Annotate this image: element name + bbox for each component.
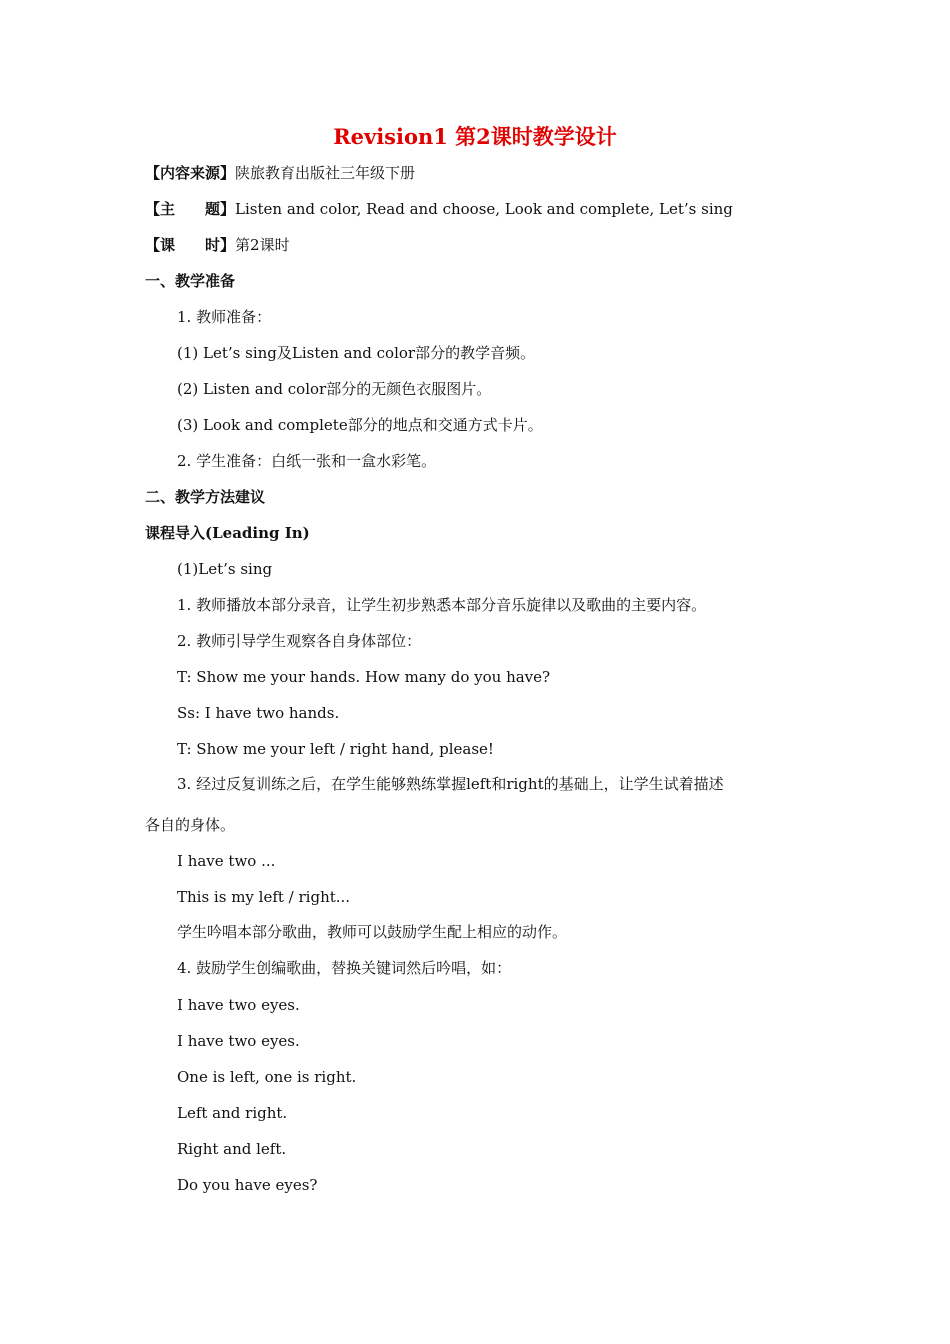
paragraph-line: I have two eyes.: [177, 996, 300, 1014]
paragraph-line: T: Show me your hands. How many do you have?: [177, 668, 551, 686]
meta-source-label: 【内容来源】: [145, 164, 236, 182]
document-title: Revision1 第2课时教学设计: [333, 124, 617, 149]
meta-lesson-value: 第2课时: [235, 236, 290, 254]
paragraph-line: Ss: I have two hands.: [177, 704, 340, 722]
paragraph-line: 学生吟唱本部分歌曲，教师可以鼓励学生配上相应的动作。: [177, 923, 568, 941]
paragraph-line: (3) Look and complete部分的地点和交通方式卡片。: [177, 416, 543, 434]
meta-source: [145, 163, 415, 183]
paragraph-line: 各自的身体。: [145, 816, 236, 834]
section-heading-2: 二、教学方法建议: [145, 488, 266, 506]
meta-topic-label-open: 【主: [145, 200, 176, 218]
paragraph-line: This is my left / right...: [177, 888, 351, 906]
paragraph-line: T: Show me your left / right hand, please!: [177, 740, 494, 758]
paragraph-line: 2. 学生准备：白纸一张和一盒水彩笔。: [177, 452, 437, 470]
subsection-heading: 课程导入(Leading In): [145, 524, 310, 542]
paragraph-line: (1)Let’s sing: [177, 560, 273, 578]
meta-source-value: 陕旅教育出版社三年级下册: [235, 164, 416, 182]
paragraph-line: Right and left.: [177, 1140, 287, 1158]
paragraph-line: (1) Let’s sing及Listen and color部分的教学音频。: [177, 344, 536, 362]
meta-lesson-label-close: 时】: [205, 236, 236, 254]
paragraph-line: Do you have eyes?: [177, 1176, 318, 1194]
meta-lesson: [145, 235, 290, 255]
paragraph-line: 1. 教师准备：: [177, 308, 272, 326]
paragraph-line: (2) Listen and color部分的无颜色衣服图片。: [177, 380, 492, 398]
paragraph-line: I have two ...: [177, 852, 276, 870]
paragraph-line: One is left, one is right.: [177, 1068, 357, 1086]
meta-topic: [145, 199, 733, 219]
paragraph-line: 3. 经过反复训练之后，在学生能够熟练掌握left和right的基础上，让学生试着描述: [177, 775, 724, 793]
meta-lesson-label-open: 【课: [145, 236, 176, 254]
meta-topic-value: Listen and color, Read and choose, Look and complete, Let’s sing: [235, 200, 733, 218]
paragraph-line: I have two eyes.: [177, 1032, 300, 1050]
paragraph-line: 2. 教师引导学生观察各自身体部位：: [177, 632, 422, 650]
section-heading-1: 一、教学准备: [145, 272, 236, 290]
paragraph-line: 1. 教师播放本部分录音，让学生初步熟悉本部分音乐旋律以及歌曲的主要内容。: [177, 596, 707, 614]
paragraph-line: 4. 鼓励学生创编歌曲，替换关键词然后吟唱，如：: [177, 959, 512, 977]
meta-topic-label-close: 题】: [205, 200, 236, 218]
paragraph-line: Left and right.: [177, 1104, 288, 1122]
